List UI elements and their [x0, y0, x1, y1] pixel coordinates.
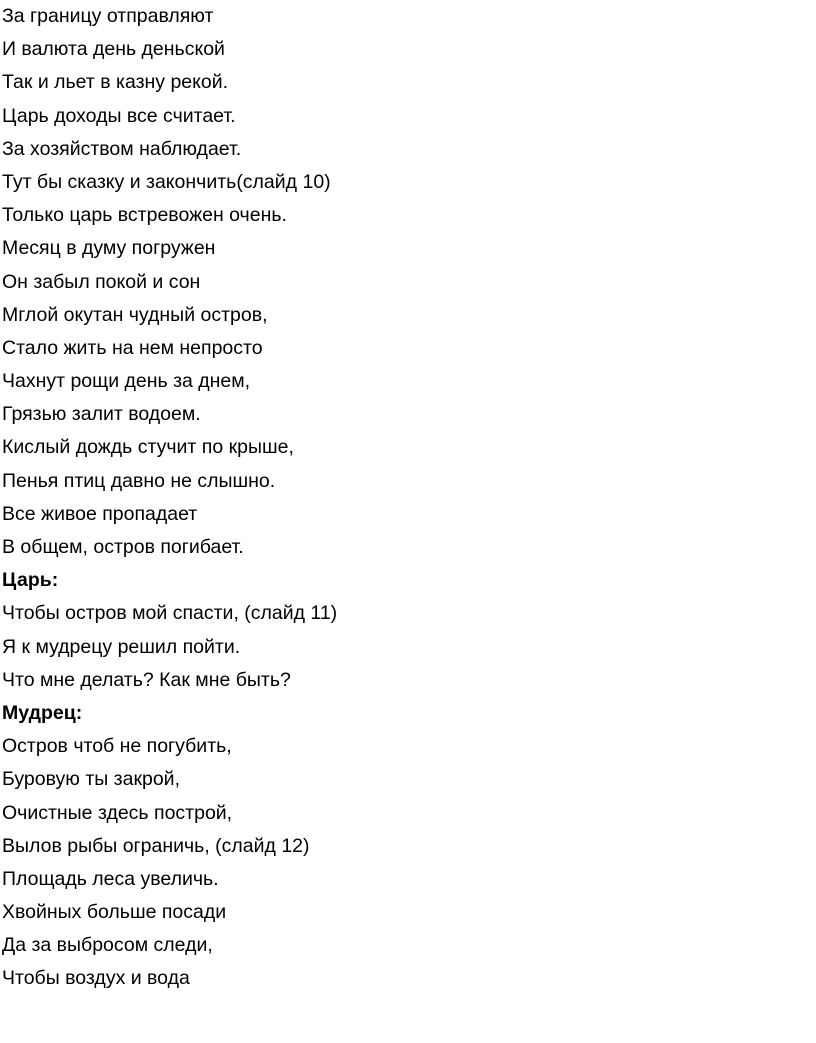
text-line: За хозяйством наблюдает. [2, 137, 242, 160]
text-line: Грязью залит водоем. [2, 403, 201, 426]
text-line: Чахнут рощи день за днем, [2, 370, 251, 393]
text-line: Месяц в думу погружен [2, 237, 216, 260]
text-line: Что мне делать? Как мне быть? [2, 668, 291, 691]
text-line: Кислый дождь стучит по крыше, [2, 436, 294, 459]
text-line: Царь доходы все считает. [2, 104, 236, 127]
text-line: Так и льет в казну рекой. [2, 71, 229, 94]
text-line: Я к мудрецу решил пойти. [2, 635, 241, 658]
text-line: Хвойных больше посади [2, 901, 227, 924]
speaker-label: Царь: [2, 569, 59, 592]
text-line: В общем, остров погибает. [2, 536, 244, 558]
poem-text [2, 2, 802, 998]
text-line: Очистные здесь построй, [2, 801, 233, 824]
text-line: Пенья птиц давно не слышно. [2, 469, 276, 492]
text-line: Вылов рыбы ограничь, (слайд 12) [2, 834, 310, 857]
text-line: Все живое пропадает [2, 502, 198, 525]
text-line: Площадь леса увеличь. [2, 867, 219, 890]
text-line: Чтобы остров мой спасти, (слайд 11) [2, 602, 338, 625]
text-line: И валюта день деньской [2, 38, 225, 61]
text-line: Да за выбросом следи, [2, 934, 213, 957]
text-line: За границу отправляют [2, 5, 214, 27]
text-line: Только царь встревожен очень. [2, 204, 287, 227]
text-line: Буровую ты закрой, [2, 768, 180, 791]
text-line: Тут бы сказку и закончить(слайд 10) [2, 170, 331, 193]
text-line: Остров чтоб не погубить, [2, 735, 232, 758]
speaker-label: Мудрец: [2, 701, 83, 724]
text-line: Мглой окутан чудный остров, [2, 303, 268, 326]
text-line: Стало жить на нем непросто [2, 336, 263, 359]
text-line: Он забыл покой и сон [2, 270, 201, 293]
text-line: Чтобы воздух и вода [2, 967, 190, 990]
